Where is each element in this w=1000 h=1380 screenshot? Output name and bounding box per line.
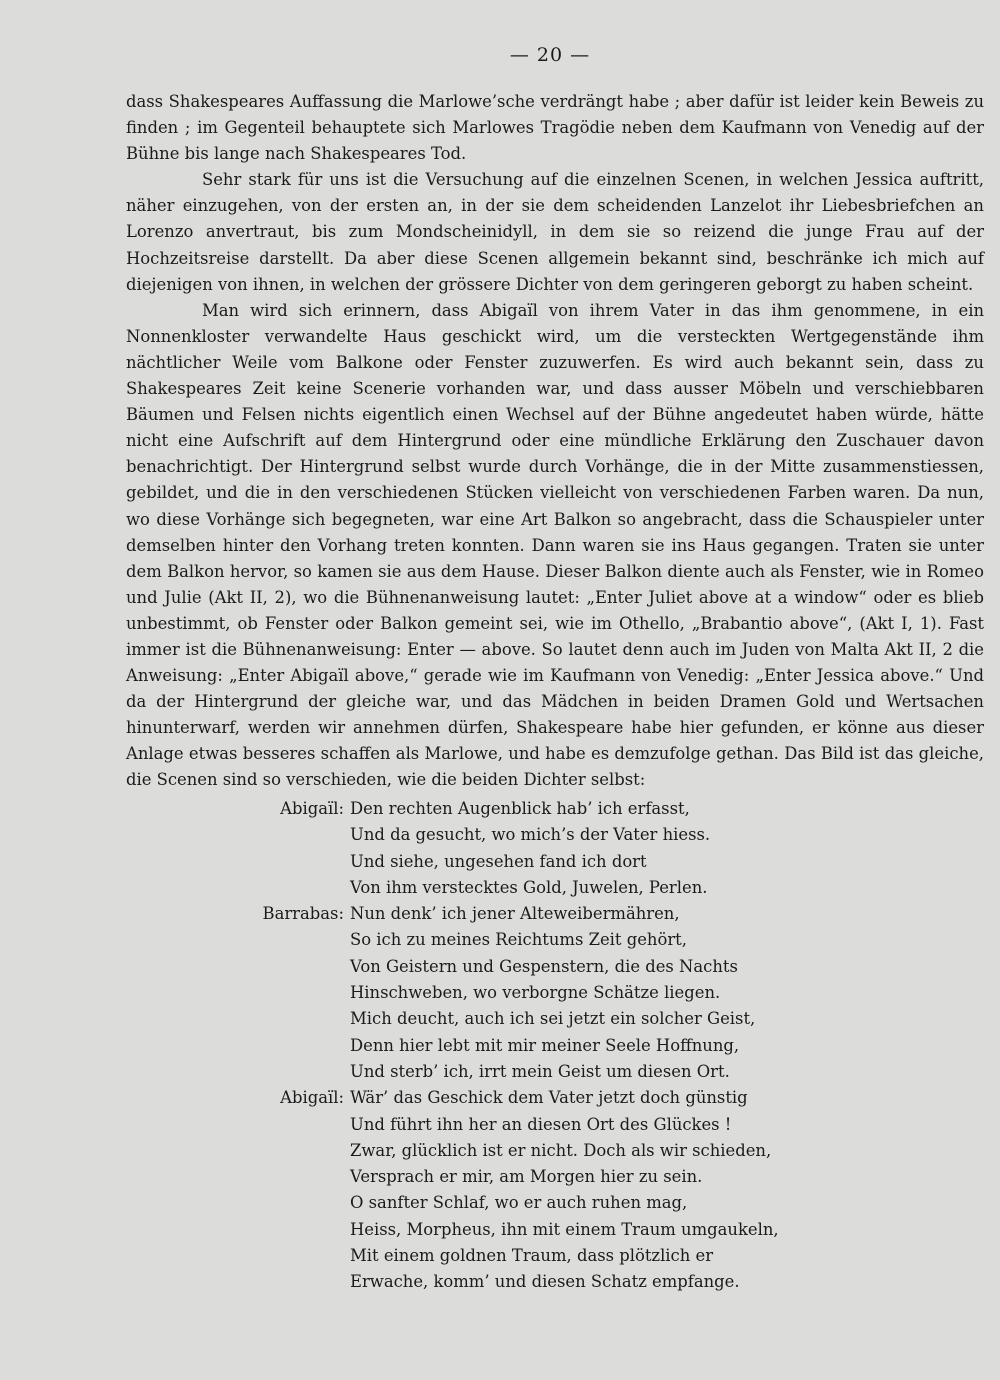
verse-line: Zwar, glücklich ist er nicht. Doch als wir schieden, <box>350 1140 772 1160</box>
verse-line: So ich zu meines Reichtums Zeit gehört, <box>350 930 687 950</box>
verse-line: Von ihm verstecktes Gold, Juwelen, Perlen. <box>350 877 708 897</box>
paragraph: Man wird sich erinnern, dass Abigaïl von ihrem Vater in das ihm genommene, in ein Nonnenkloster verwandelte Haus geschickt wird, um die versteckten Wertgegenstände ihm nächtlicher Weile vom Balkone oder Fenster zuzuwerfen. Es wird auch bekannt sein, dass zu Shakespeares Zeit keine Scenerie vorhanden war, und dass ausser Möbeln und verschiebbaren Bäumen und Felsen nichts eigentlich einen Wechsel auf der Bühne angedeutet haben würde, hätte nicht eine Aufschrift auf dem Hintergrund oder eine mündliche Erklärung den Zuschauer davon benachrichtigt. Der Hintergrund selbst wurde durch Vorhänge, die in der Mitte zusammenstiessen, gebildet, und die in den verschiedenen Stücken vielleicht von verschiedenen Farben waren. Da nun, wo diese Vorhänge sich begegneten, war eine Art Balkon so angebracht, dass die Schauspieler unter demselben hinter den Vorhang treten konnten. Dann waren sie ins Haus gegangen. Traten sie unter dem Balkon hervor, so kamen sie aus dem Hause. Dieser Balkon diente auch als Fenster, wie in Romeo und Julie (Akt II, 2), wo die Bühnenanweisung lautet: „Enter Juliet above at a window“ oder es blieb unbestimmt, ob Fenster oder Balkon gemeint sei, wie im Othello, „Brabantio above“, (Akt I, 1). Fast immer ist die Bühnenanweisung: Enter — above. So lautet denn auch im Juden von Malta Akt II, 2 die Anweisung: „Enter Abigaïl above,“ gerade wie im Kaufmann von Venedig: „Enter Jessica above.“ Und da der Hintergrund der gleiche war, und das Mädchen in beiden Dramen Gold und Wertsachen hinunterwarf, werden wir annehmen dürfen, Shakespeare habe hier gefunden, er könne aus dieser Anlage etwas besseres schaffen als Marlowe, und habe es demzufolge gethan. Das Bild ist das gleiche, die Scenen sind so verschieden, wie die beiden Dichter selbst: <box>126 300 984 790</box>
verse-lines <box>350 1085 984 1295</box>
paragraph: dass Shakespeares Auffassung die Marlowe’sche verdrängt habe ; aber dafür ist leider kein Beweis zu finden ; im Gegenteil behauptete sich Marlowes Tragödie neben dem Kaufmann von Venedig auf der Bühne bis lange nach Shakespeares Tod. <box>126 92 984 164</box>
paragraph: Sehr stark für uns ist die Versuchung auf die einzelnen Scenen, in welchen Jessica auftritt, näher einzugehen, von der ersten an, in der sie dem scheidenden Lanzelot ihr Liebesbriefchen an Lorenzo anvertraut, bis zum Mondscheinidyll, in dem sie so reizend die junge Frau auf der Hochzeitsreise darstellt. Da aber diese Scenen allgemein bekannt sind, beschränke ich mich auf diejenigen von ihnen, in welchen der grössere Dichter von dem geringeren geborgt zu haben scheint. <box>126 170 984 294</box>
verse-line: Den rechten Augenblick hab’ ich erfasst, <box>350 799 690 818</box>
verse-quotation <box>126 796 984 1296</box>
verse-line: O sanfter Schlaf, wo er auch ruhen mag, <box>350 1193 688 1213</box>
verse-line: Versprach er mir, am Morgen hier zu sein. <box>350 1167 703 1187</box>
verse-line: Und sterb’ ich, irrt mein Geist um diesen Ort. <box>350 1061 730 1081</box>
verse-line: Nun denk’ ich jener Alteweibermähren, <box>350 904 680 924</box>
verse-line: Wär’ das Geschick dem Vater jetzt doch günstig <box>350 1088 748 1108</box>
speech-block <box>126 901 984 1085</box>
verse-line: Hinschweben, wo verborgne Schätze liegen. <box>350 983 721 1003</box>
verse-line: Und da gesucht, wo mich’s der Vater hiess. <box>350 825 711 845</box>
verse-line: Mit einem goldnen Traum, dass plötzlich er <box>350 1246 714 1266</box>
speaker-name: Abigaïl: <box>280 799 344 818</box>
verse-line: Denn hier lebt mit mir meiner Seele Hoffnung, <box>350 1035 740 1055</box>
page-number: — 20 — <box>509 44 591 66</box>
speaker-name: Abigaïl: <box>280 1088 344 1108</box>
verse-lines <box>350 901 984 1085</box>
verse-line: Mich deucht, auch ich sei jetzt ein solcher Geist, <box>350 1009 756 1029</box>
speech-block <box>126 796 984 901</box>
speaker-name: Barrabas: <box>262 904 344 924</box>
body-text <box>126 89 984 794</box>
speech-block <box>126 1085 984 1295</box>
verse-lines <box>350 796 984 901</box>
verse-line: Erwache, komm’ und diesen Schatz empfange. <box>350 1272 740 1292</box>
verse-line: Von Geistern und Gespenstern, die des Nachts <box>350 956 738 976</box>
verse-line: Und siehe, ungesehen fand ich dort <box>350 851 647 871</box>
verse-line: Heiss, Morpheus, ihn mit einem Traum umgaukeln, <box>350 1219 779 1239</box>
verse-line: Und führt ihn her an diesen Ort des Glückes ! <box>350 1114 732 1134</box>
